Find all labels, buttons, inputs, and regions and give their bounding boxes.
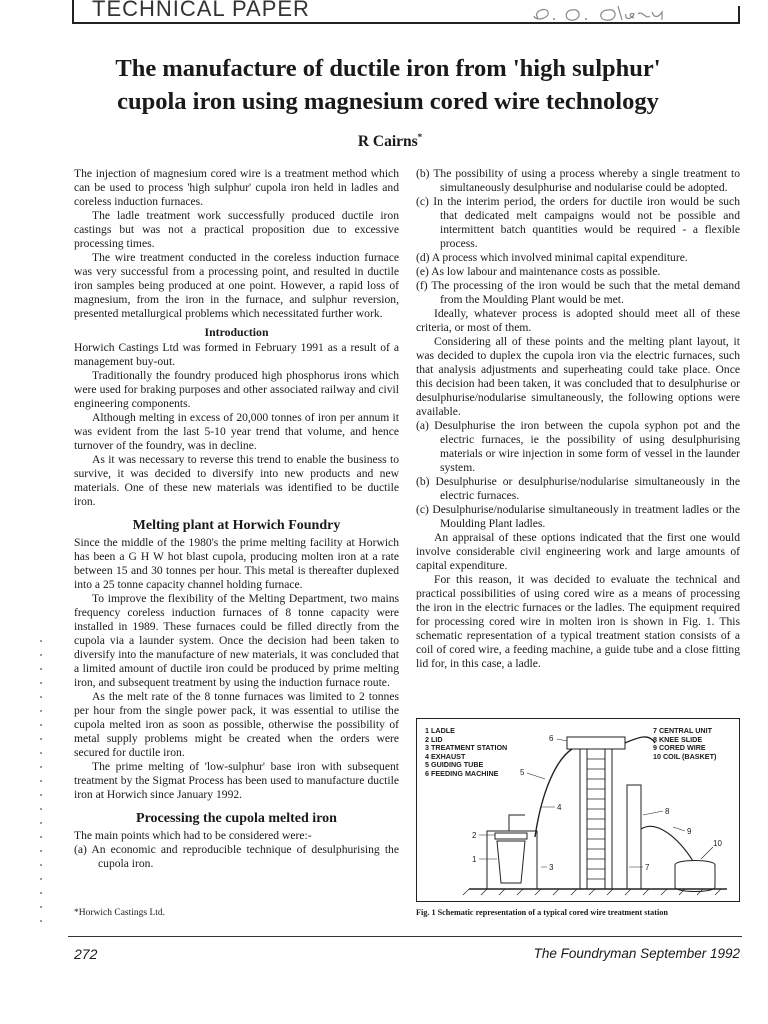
- cored-wire-top: [625, 737, 655, 743]
- callout-1: 1: [472, 855, 477, 864]
- author-footnote-mark: *: [417, 132, 423, 142]
- callout-4: 4: [557, 803, 562, 812]
- melting-paragraph: The prime melting of 'low-sulphur' base iron with subsequent treatment by the Sigmat Process has been used to manufacture ductile iron at Horwich since January 1992.: [74, 760, 399, 801]
- exhaust: [509, 815, 525, 831]
- callout-7: 7: [645, 863, 650, 872]
- journal-name: The Foundryman September 1992: [533, 946, 740, 961]
- processing-item: (a) An economic and reproducible technique of desulphurising the cupola iron.: [74, 843, 399, 870]
- legend-entry: 6 FEEDING MACHINE: [425, 768, 499, 778]
- author-name: R Cairns: [357, 133, 418, 151]
- callout-10: 10: [713, 839, 722, 848]
- handwritten-signature: [530, 2, 726, 24]
- introduction-paragraph: Horwich Castings Ltd was formed in February 1991 as a result of a management buy-out.: [74, 341, 399, 368]
- legend-entry: 7 CENTRAL UNIT: [653, 726, 712, 735]
- abstract-paragraph: The ladle treatment work successfully produced ductile iron castings but was not a practical proposition due to excessive processing times.: [74, 209, 399, 250]
- header-left-bar: [72, 0, 74, 24]
- treatment-station: [487, 831, 537, 889]
- callout-6: 6: [549, 734, 554, 743]
- treatment-station-schematic: [417, 719, 739, 901]
- body-paragraph: Considering all of these points and the melting plant layout, it was decided to duplex the cupola iron via the electric furnaces, such that analysis adjustments and superheating could take place. Once this decision had been taken, it was concluded that to desulphurise or desulphurise/nodularise simultaneously, the following options were available.: [416, 335, 740, 418]
- left-column: [74, 167, 399, 871]
- melting-paragraph: Since the middle of the 1980's the prime melting facility at Horwich has been a G H W hot blast cupola, producing molten iron at a rate between 15 and 30 tonnes per hour. This metal is thereafter duplexed into a 25 tonne capacity channel holding furnace.: [74, 536, 399, 591]
- introduction-paragraph: As it was necessary to reverse this trend to enable the business to survive, it was decided to diversify into new products and new materials. One of these new materials was identified to be ductile iron.: [74, 453, 399, 508]
- legend-entry: 10 COIL (BASKET): [653, 751, 717, 761]
- legend-entry: 1 LADLE: [425, 726, 455, 735]
- callout-3: 3: [549, 863, 554, 872]
- option-item: (a) Desulphurise the iron between the cupola syphon pot and the electric furnaces, ie the possibility of using desulphurising materials or wire injection in some form of vessel in the launder system.: [416, 419, 740, 474]
- central-unit: [627, 785, 641, 889]
- introduction-heading: Introduction: [204, 325, 269, 339]
- introduction-paragraph: Traditionally the foundry produced high phosphorus irons which were used for braking purposes and other associated railway and civil engineering components.: [74, 369, 399, 410]
- ladle-lid: [495, 833, 527, 839]
- figure-1: [416, 718, 740, 902]
- criteria-item: (e) As low labour and maintenance costs as possible.: [416, 265, 661, 278]
- option-item: (c) Desulphurise/nodularise simultaneously in treatment ladles or the Moulding Plant ladles.: [416, 503, 740, 530]
- introduction-paragraph: Although melting in excess of 20,000 tonnes of iron per annum it was evident from the last 5-10 year trend that volume, and hence turnover of the foundry, was in decline.: [74, 411, 399, 452]
- abstract-paragraph: The injection of magnesium cored wire is a treatment method which can be used to process 'high sulphur' cupola iron held in ladles and coreless induction furnaces.: [74, 167, 399, 208]
- callout-2: 2: [472, 831, 477, 840]
- criteria-item: (b) The possibility of using a process whereby a single treatment to simultaneously desulphurise and nodularise could be adopted.: [416, 167, 740, 194]
- melting-plant-heading: Melting plant at Horwich Foundry: [132, 518, 341, 533]
- section-label: TECHNICAL PAPER: [92, 0, 310, 21]
- paper-title: [70, 52, 706, 118]
- legend-entry: 9 CORED WIRE: [653, 743, 706, 752]
- right-column: [416, 167, 740, 671]
- legend-entry: 3 TREATMENT STATION: [425, 743, 508, 752]
- criteria-item: (d) A process which involved minimal capital expenditure.: [416, 251, 688, 264]
- body-paragraph: For this reason, it was decided to evaluate the technical and practical possibilities of using cored wire as a means of processing the iron in the electric furnaces or the ladles. The equipment required for processing cored wire in molten iron is shown in Fig. 1. This schematic representation of a typical treatment station consists of a coil of cored wire, a feeding machine, a guide tube and a close fitting lid for, in this case, a ladle.: [416, 573, 740, 670]
- legend-entry: 8 KNEE SLIDE: [653, 734, 703, 744]
- author: [330, 132, 450, 151]
- callout-5: 5: [520, 768, 525, 777]
- melting-paragraph: As the melt rate of the 8 tonne furnaces was limited to 2 tonnes per hour from the single power pack, it was essential to utilise the cupola melted iron as soon as possible, otherwise the possibility of metal supply problems might be created when the orders were secured for ductile iron.: [74, 690, 399, 759]
- ladle: [497, 841, 525, 883]
- footer-rule: [68, 936, 742, 937]
- title-line-2: cupola iron using magnesium cored wire technology: [117, 88, 659, 115]
- melting-paragraph: To improve the flexibility of the Melting Department, two mains frequency coreless induction furnaces of 8 tonne capacity were installed in 1989. These furnaces could be filled directly from the cupola via a launder system. Once the decision had been taken to diversify into the manufacture of new materials, it was concluded that a limited amount of ductile iron could be produced by prime melting iron, and subsequent treatment by using the induction furnace route.: [74, 592, 399, 689]
- processing-intro: The main points which had to be considered were:-: [74, 829, 312, 842]
- feeding-machine: [567, 737, 625, 749]
- coil-basket: [675, 861, 715, 892]
- body-paragraph: Ideally, whatever process is adopted should meet all of these criteria, or most of them.: [416, 307, 740, 334]
- criteria-item: (c) In the interim period, the orders for ductile iron would be such that dedicated melt campaigns would not be possible and intermittent batch quantities would be required - a flexible process.: [416, 195, 740, 250]
- processing-heading: Processing the cupola melted iron: [136, 811, 337, 826]
- page-number: 272: [74, 946, 98, 962]
- criteria-item: (f) The processing of the iron would be such that the metal demand from the Moulding Plant would be met.: [416, 279, 740, 306]
- legend-entry: 5 GUIDING TUBE: [425, 760, 484, 769]
- figure-caption: Fig. 1 Schematic representation of a typical cored wire treatment station: [416, 908, 668, 917]
- callout-8: 8: [665, 807, 670, 816]
- legend-entry: 2 LID: [425, 734, 443, 744]
- title-line-1: The manufacture of ductile iron from 'high sulphur': [115, 55, 661, 82]
- affiliation-footnote: *Horwich Castings Ltd.: [74, 908, 166, 918]
- legend-entry: 4 EXHAUST: [425, 751, 466, 761]
- abstract-paragraph: The wire treatment conducted in the coreless induction furnace was very successful from a processing point, and resulted in ductile iron samples being produced at one point. However, a rapid loss of magnesium, from the iron in the furnace, and sulphur reversion, presented metallurgical problems which necessitated further work.: [74, 251, 399, 320]
- option-item: (b) Desulphurise or desulphurise/nodularise simultaneously in the electric furnaces.: [416, 475, 740, 502]
- guiding-tube: [535, 749, 572, 837]
- body-paragraph: An appraisal of these options indicated that the first one would involve considerable civil engineering work and large amounts of capital expenditure.: [416, 531, 740, 572]
- header-right-bar: [738, 6, 740, 24]
- cored-wire: [641, 826, 693, 861]
- callout-9: 9: [687, 827, 692, 836]
- margin-dots: [40, 640, 42, 930]
